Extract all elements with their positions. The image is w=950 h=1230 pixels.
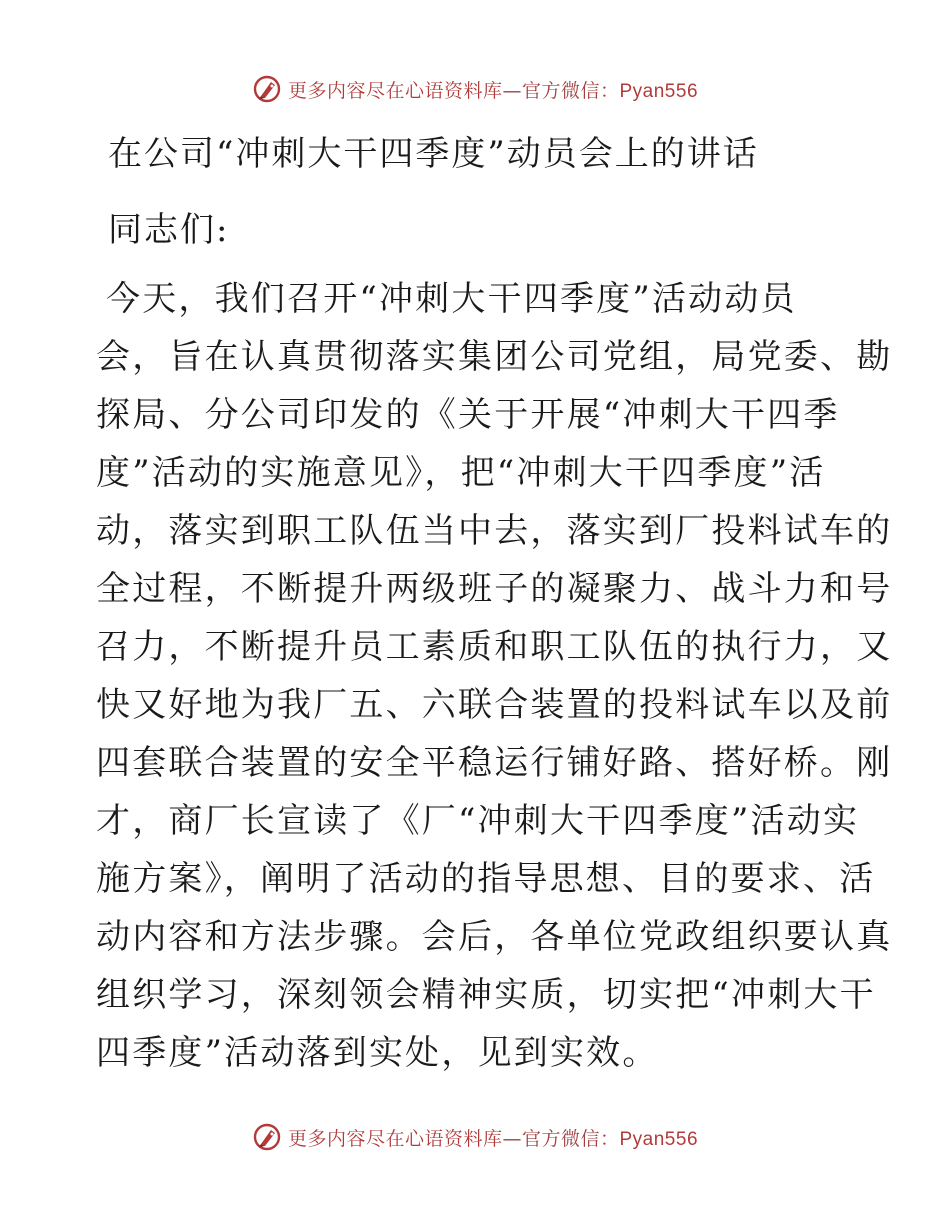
- paragraph-line: 探局、分公司印发的《关于开展“冲刺大干四季: [96, 395, 840, 435]
- watermark-text: [288, 76, 698, 103]
- document-title: 在公司“冲刺大干四季度”动员会上的讲话: [108, 134, 759, 174]
- watermark-wechat-id: Pyan556: [619, 80, 699, 102]
- watermark-wechat-label: 官方微信：: [521, 79, 620, 102]
- watermark-separator: —: [502, 1127, 522, 1150]
- paragraph-line: 度”活动的实施意见》，把“冲刺大干四季度”活: [96, 453, 826, 493]
- paragraph-line: 今天，我们召开“冲刺大干四季度”活动动员: [106, 279, 797, 319]
- paragraph-line: 召力，不断提升员工素质和职工队伍的执行力，又: [96, 627, 893, 667]
- body-paragraph: [96, 270, 893, 1082]
- watermark-text: [288, 1124, 698, 1151]
- watermark-main-text: 更多内容尽在心语资料库: [287, 79, 503, 102]
- paragraph-line: 动内容和方法步骤。会后，各单位党政组织要认真: [96, 917, 893, 957]
- paragraph-line: 组织学习，深刻领会精神实质，切实把“冲刺大干: [96, 975, 876, 1015]
- watermark-wechat-label: 官方微信：: [521, 1127, 620, 1150]
- header-watermark: [0, 74, 950, 104]
- paragraph-line: 四套联合装置的安全平稳运行铺好路、搭好桥。刚: [96, 743, 893, 783]
- footer-watermark: [0, 1122, 950, 1152]
- paragraph-line: 快又好地为我厂五、六联合装置的投料试车以及前: [96, 685, 893, 725]
- paragraph-line: 会，旨在认真贯彻落实集团公司党组，局党委、勘: [96, 337, 893, 377]
- watermark-main-text: 更多内容尽在心语资料库: [287, 1127, 503, 1150]
- watermark-separator: —: [502, 79, 522, 102]
- paragraph-line: 全过程，不断提升两级班子的凝聚力、战斗力和号: [96, 569, 893, 609]
- salutation: 同志们:: [108, 210, 230, 250]
- pen-logo-icon: [252, 1122, 282, 1152]
- paragraph-line: 才，商厂长宣读了《厂“冲刺大干四季度”活动实: [96, 801, 860, 841]
- paragraph-line: 施方案》，阐明了活动的指导思想、目的要求、活: [96, 859, 876, 899]
- pen-logo-icon: [252, 74, 282, 104]
- watermark-wechat-id: Pyan556: [619, 1128, 699, 1150]
- paragraph-line: 动，落实到职工队伍当中去，落实到厂投料试车的: [96, 511, 893, 551]
- paragraph-line: 四季度”活动落到实处，见到实效。: [96, 1033, 659, 1073]
